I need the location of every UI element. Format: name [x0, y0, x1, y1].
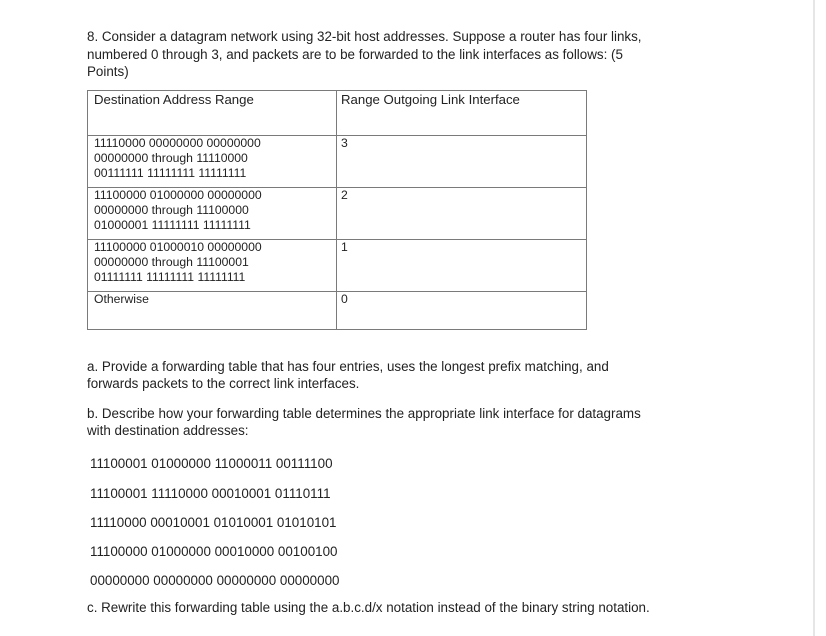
range-cell — [88, 292, 337, 330]
range-cell — [88, 240, 337, 292]
link-cell: 2 — [337, 188, 587, 240]
part-b-text — [87, 405, 727, 439]
range-line: Otherwise — [94, 292, 149, 306]
address-range-table — [87, 90, 587, 330]
question-line: 8. Consider a datagram network using 32-bit host addresses. Suppose a router has four links, — [87, 29, 642, 44]
part-b-line: with destination addresses: — [87, 423, 249, 438]
range-line: 00111111 11111111 11111111 — [94, 165, 247, 180]
part-a-line: a. Provide a forwarding table that has four entries, uses the longest prefix matching, and — [87, 359, 609, 374]
part-b-line: b. Describe how your forwarding table determines the appropriate link interface for datagrams — [87, 406, 641, 421]
table-row — [88, 188, 587, 240]
range-cell — [88, 188, 337, 240]
destination-address: 11100000 01000000 00010000 00100100 — [90, 544, 338, 559]
destination-address: 11110000 00010001 01010001 01010101 — [90, 515, 337, 530]
link-cell: 1 — [337, 240, 587, 292]
header-destination-range: Destination Address Range — [88, 91, 337, 136]
part-a-line: forwards packets to the correct link interfaces. — [87, 376, 360, 391]
range-line: 01111111 11111111 11111111 — [94, 269, 246, 284]
range-line: 01000001 11111111 11111111 — [94, 217, 251, 232]
range-line: 00000000 through 11100000 — [94, 202, 249, 217]
question-line: Points) — [87, 64, 129, 79]
range-cell — [88, 136, 337, 188]
range-line: 11110000 00000000 00000000 — [94, 136, 261, 150]
destination-address: 11100001 01000000 11000011 00111100 — [90, 456, 333, 471]
header-outgoing-link: Range Outgoing Link Interface — [337, 91, 587, 136]
part-a-text — [87, 358, 727, 392]
question-line: numbered 0 through 3, and packets are to be forwarded to the link interfaces as follows: (5 — [87, 46, 623, 62]
destination-address: 00000000 00000000 00000000 00000000 — [90, 573, 340, 588]
table-row — [88, 292, 587, 330]
table-row — [88, 136, 587, 188]
range-line: 11100000 01000000 00000000 — [94, 188, 262, 202]
question-text — [87, 28, 727, 81]
table-header-row — [88, 91, 587, 136]
range-line: 11100000 01000010 00000000 — [94, 240, 262, 254]
link-cell: 3 — [337, 136, 587, 188]
part-c-text: c. Rewrite this forwarding table using the a.b.c.d/x notation instead of the binary string notation. — [87, 600, 650, 615]
destination-address: 11100001 11110000 00010001 01110111 — [90, 486, 331, 501]
range-line: 00000000 through 11100001 — [94, 254, 249, 269]
scrollbar-track[interactable] — [813, 0, 815, 636]
table-row — [88, 240, 587, 292]
link-cell: 0 — [337, 292, 587, 330]
range-line: 00000000 through 11110000 — [94, 150, 248, 165]
